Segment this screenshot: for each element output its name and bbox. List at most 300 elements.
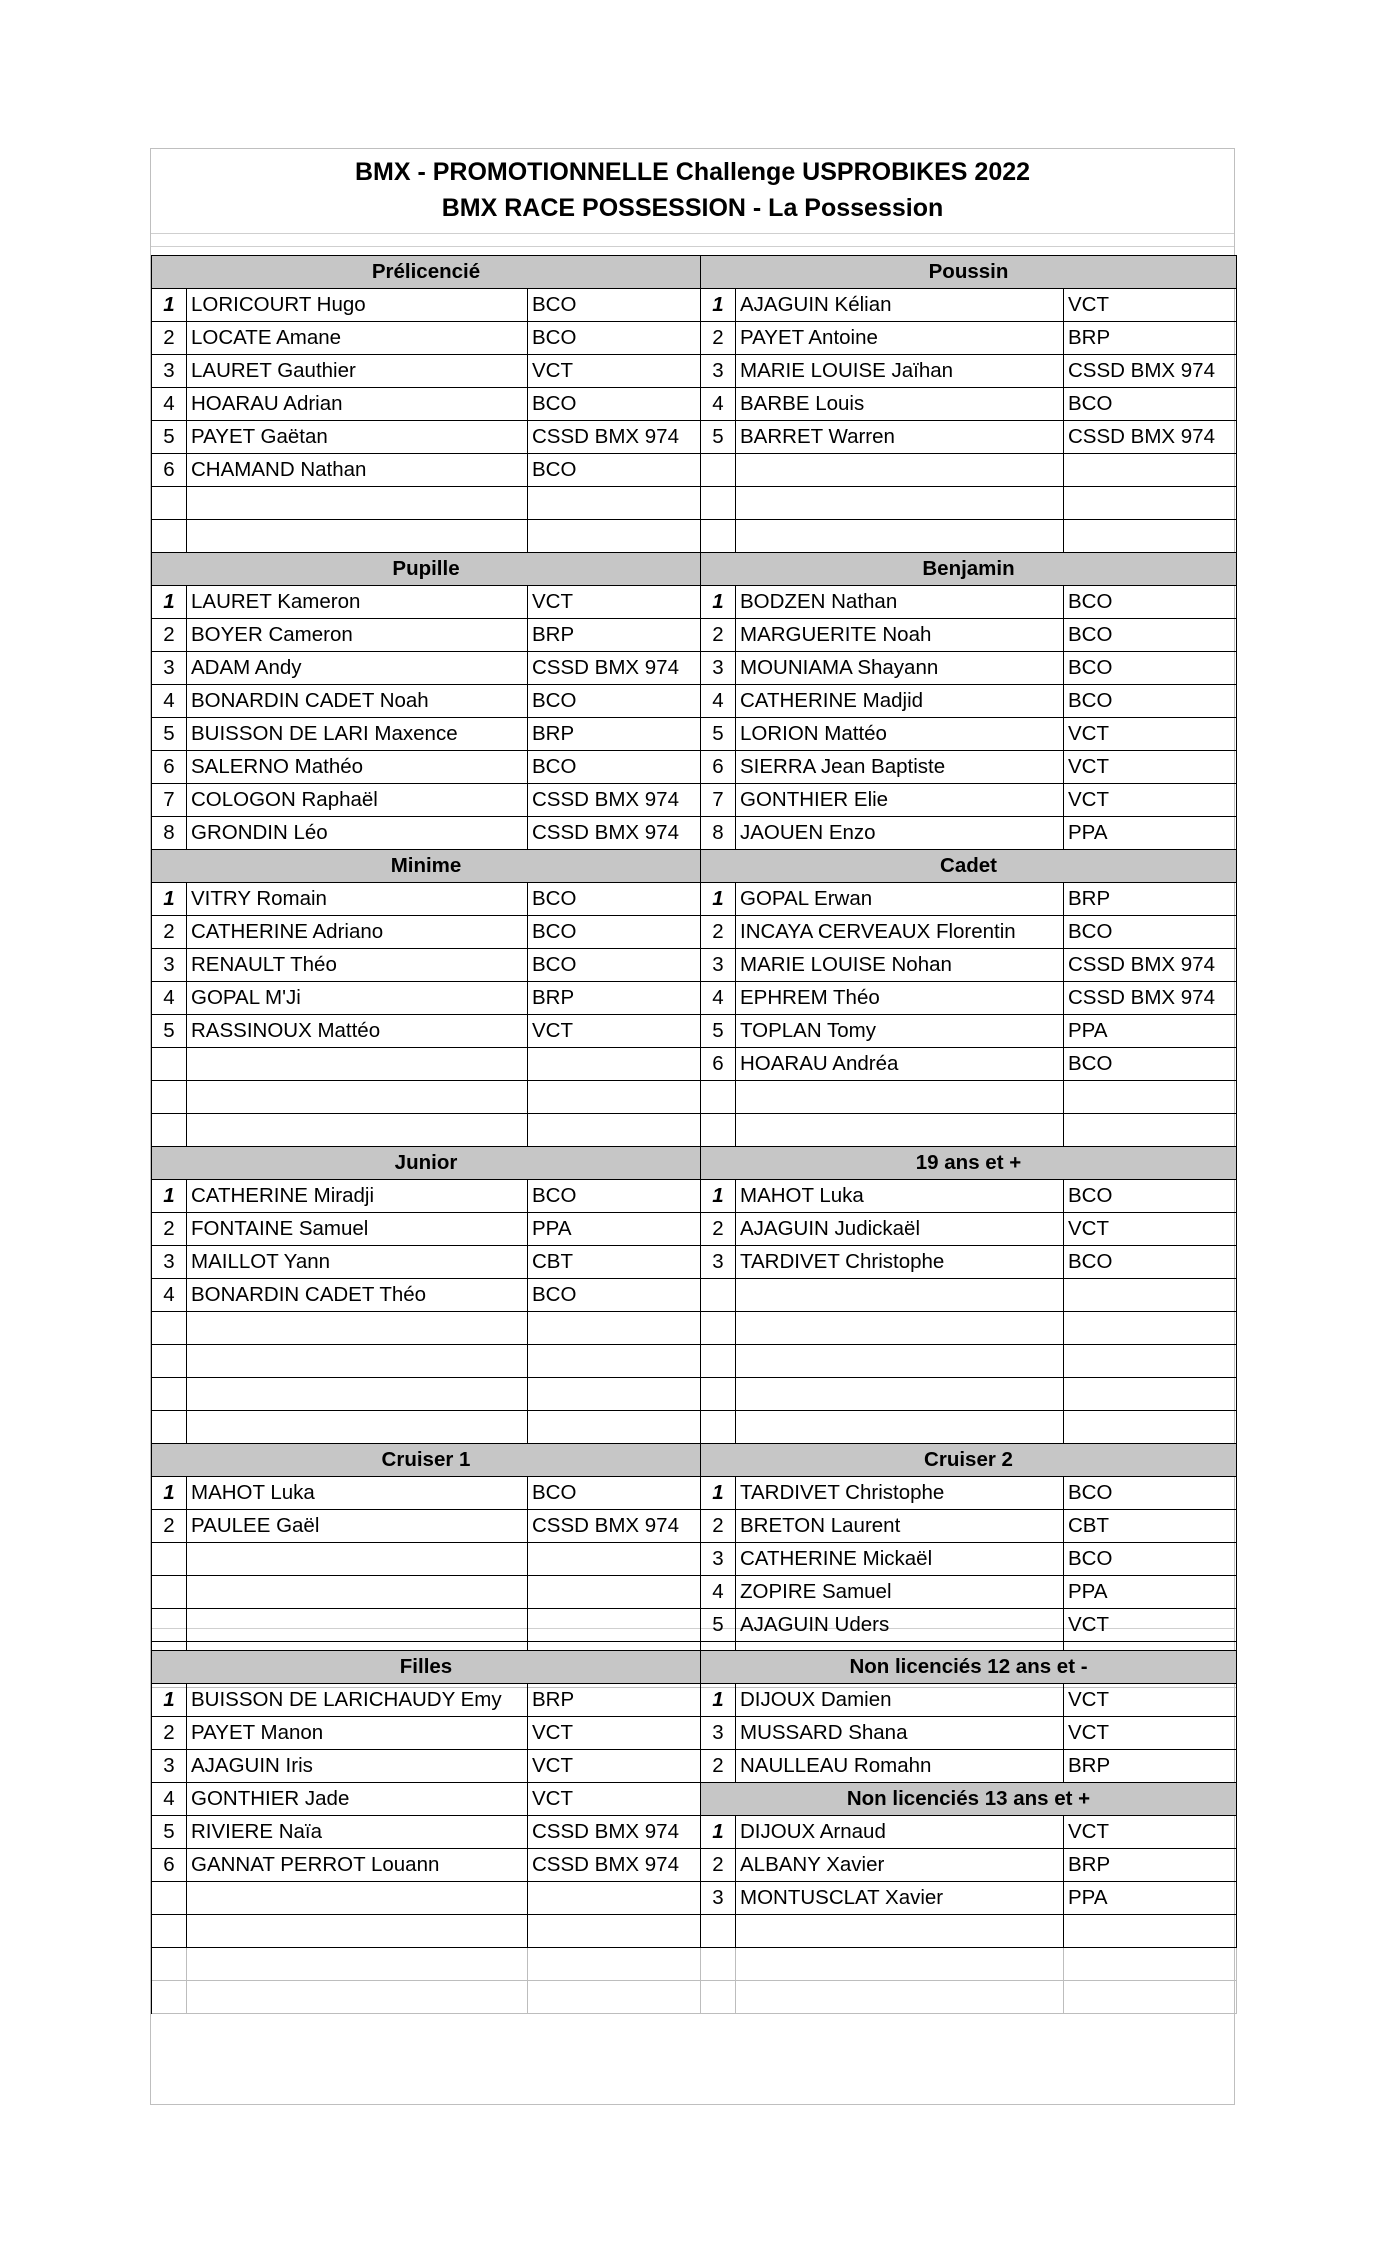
rider-name-cell	[736, 1081, 1064, 1114]
rider-name-cell: SALERNO Mathéo	[187, 751, 528, 784]
club-cell	[528, 1981, 701, 2014]
rider-name-cell: NAULLEAU Romahn	[736, 1750, 1064, 1783]
rider-name-cell: COLOGON Raphaël	[187, 784, 528, 817]
club-cell: CSSD BMX 974	[528, 817, 701, 850]
rank-cell: 2	[701, 1849, 736, 1882]
rider-name-cell	[736, 1114, 1064, 1147]
rider-name-cell: VITRY Romain	[187, 883, 528, 916]
rider-name-cell: MAHOT Luka	[736, 1180, 1064, 1213]
club-cell: BCO	[1064, 652, 1237, 685]
club-cell: BCO	[1064, 685, 1237, 718]
club-cell	[1064, 1312, 1237, 1345]
rider-name-cell: TARDIVET Christophe	[736, 1246, 1064, 1279]
rank-cell: 4	[701, 1576, 736, 1609]
club-cell	[528, 1609, 701, 1642]
rider-name-cell: INCAYA CERVEAUX Florentin	[736, 916, 1064, 949]
rider-name-cell	[187, 1114, 528, 1147]
rider-name-cell	[736, 1312, 1064, 1345]
club-cell: BCO	[528, 916, 701, 949]
club-cell: VCT	[1064, 1816, 1237, 1849]
rider-name-cell	[187, 1981, 528, 2014]
rider-name-cell	[736, 1279, 1064, 1312]
club-cell: BRP	[528, 982, 701, 1015]
rank-cell	[152, 1312, 187, 1345]
rank-cell: 8	[701, 817, 736, 850]
rank-cell: 6	[152, 454, 187, 487]
category-header: Cruiser 2	[701, 1444, 1237, 1477]
club-cell: PPA	[1064, 1576, 1237, 1609]
title-line-2: BMX RACE POSSESSION - La Possession	[441, 194, 944, 222]
rider-name-cell: BARBE Louis	[736, 388, 1064, 421]
rider-name-cell: LOCATE Amane	[187, 322, 528, 355]
rank-cell	[152, 1411, 187, 1444]
club-cell: VCT	[1064, 1717, 1237, 1750]
rider-name-cell	[736, 454, 1064, 487]
rank-cell: 2	[152, 916, 187, 949]
club-cell: BCO	[528, 883, 701, 916]
club-cell: VCT	[1064, 289, 1237, 322]
category-header: Non licenciés 13 ans et +	[701, 1783, 1237, 1816]
category-header: 19 ans et +	[701, 1147, 1237, 1180]
rank-cell	[701, 1378, 736, 1411]
rank-cell: 5	[152, 718, 187, 751]
club-cell: VCT	[528, 586, 701, 619]
rank-cell: 2	[152, 619, 187, 652]
category-header: Prélicencié	[152, 256, 701, 289]
rider-name-cell: HOARAU Andréa	[736, 1048, 1064, 1081]
rank-cell: 3	[701, 1717, 736, 1750]
rank-cell	[701, 487, 736, 520]
rank-cell: 6	[152, 1849, 187, 1882]
rider-name-cell: BUISSON DE LARI Maxence	[187, 718, 528, 751]
rank-cell	[152, 1981, 187, 2014]
club-cell: BCO	[528, 322, 701, 355]
rider-name-cell: BOYER Cameron	[187, 619, 528, 652]
rank-cell: 1	[701, 1477, 736, 1510]
club-cell: CSSD BMX 974	[528, 1510, 701, 1543]
rank-cell: 5	[701, 1609, 736, 1642]
club-cell: CSSD BMX 974	[1064, 421, 1237, 454]
club-cell: VCT	[1064, 751, 1237, 784]
rank-cell: 3	[152, 1750, 187, 1783]
rider-name-cell: ALBANY Xavier	[736, 1849, 1064, 1882]
category-header: Filles	[152, 1651, 701, 1684]
rank-cell: 6	[701, 1048, 736, 1081]
rank-cell	[152, 487, 187, 520]
rider-name-cell	[736, 1378, 1064, 1411]
rider-name-cell: GOPAL M'Ji	[187, 982, 528, 1015]
rank-cell	[701, 520, 736, 553]
rider-name-cell	[187, 1345, 528, 1378]
rank-cell: 1	[152, 883, 187, 916]
rider-name-cell: GOPAL Erwan	[736, 883, 1064, 916]
rank-cell: 5	[152, 1816, 187, 1849]
club-cell: BCO	[1064, 1180, 1237, 1213]
club-cell: VCT	[1064, 1684, 1237, 1717]
club-cell: BCO	[528, 388, 701, 421]
rider-name-cell	[736, 1948, 1064, 1981]
rank-cell: 3	[701, 652, 736, 685]
club-cell: CSSD BMX 974	[1064, 355, 1237, 388]
rank-cell	[152, 1609, 187, 1642]
rider-name-cell: LAURET Kameron	[187, 586, 528, 619]
club-cell: CSSD BMX 974	[528, 652, 701, 685]
category-header: Cadet	[701, 850, 1237, 883]
club-cell: PPA	[1064, 1015, 1237, 1048]
rider-name-cell	[736, 1981, 1064, 2014]
rank-cell: 4	[152, 982, 187, 1015]
club-cell: VCT	[1064, 784, 1237, 817]
club-cell	[1064, 1981, 1237, 2014]
rider-name-cell: LORICOURT Hugo	[187, 289, 528, 322]
rank-cell: 1	[701, 1816, 736, 1849]
club-cell	[528, 1081, 701, 1114]
rank-cell: 1	[152, 586, 187, 619]
rank-cell	[701, 1981, 736, 2014]
rank-cell: 3	[701, 1543, 736, 1576]
club-cell: CSSD BMX 974	[528, 421, 701, 454]
club-cell	[528, 1345, 701, 1378]
rider-name-cell: TARDIVET Christophe	[736, 1477, 1064, 1510]
club-cell: CSSD BMX 974	[528, 784, 701, 817]
rank-cell: 4	[152, 685, 187, 718]
club-cell: PPA	[528, 1213, 701, 1246]
club-cell: BCO	[1064, 1477, 1237, 1510]
rank-cell	[152, 1114, 187, 1147]
club-cell: VCT	[528, 1750, 701, 1783]
rank-cell	[152, 1081, 187, 1114]
rank-cell	[152, 1915, 187, 1948]
rank-cell	[152, 1882, 187, 1915]
rank-cell: 1	[152, 1180, 187, 1213]
rider-name-cell: AJAGUIN Iris	[187, 1750, 528, 1783]
results-grid-bottom	[151, 1650, 1237, 2014]
club-cell: VCT	[528, 1717, 701, 1750]
rank-cell: 2	[701, 619, 736, 652]
rank-cell: 2	[152, 322, 187, 355]
club-cell: CSSD BMX 974	[1064, 949, 1237, 982]
rank-cell	[701, 1411, 736, 1444]
rank-cell: 5	[152, 1015, 187, 1048]
rider-name-cell: MONTUSCLAT Xavier	[736, 1882, 1064, 1915]
club-cell: BCO	[1064, 586, 1237, 619]
rank-cell	[152, 520, 187, 553]
rank-cell: 3	[701, 1882, 736, 1915]
club-cell: BCO	[1064, 619, 1237, 652]
rank-cell: 2	[152, 1717, 187, 1750]
rider-name-cell	[187, 1048, 528, 1081]
club-cell: VCT	[1064, 718, 1237, 751]
rider-name-cell: CATHERINE Madjid	[736, 685, 1064, 718]
club-cell: BCO	[1064, 1543, 1237, 1576]
rank-cell	[701, 1915, 736, 1948]
club-cell	[1064, 520, 1237, 553]
rank-cell: 4	[701, 388, 736, 421]
club-cell: BCO	[1064, 1048, 1237, 1081]
rider-name-cell: RASSINOUX Mattéo	[187, 1015, 528, 1048]
rider-name-cell: ZOPIRE Samuel	[736, 1576, 1064, 1609]
rank-cell: 1	[152, 1684, 187, 1717]
rank-cell: 6	[152, 751, 187, 784]
rider-name-cell	[187, 1081, 528, 1114]
category-header: Junior	[152, 1147, 701, 1180]
rank-cell: 3	[152, 949, 187, 982]
rider-name-cell	[736, 487, 1064, 520]
rank-cell: 2	[701, 1750, 736, 1783]
results-sheet	[150, 148, 1235, 2105]
rider-name-cell: CATHERINE Adriano	[187, 916, 528, 949]
rank-cell: 1	[701, 289, 736, 322]
club-cell: BCO	[1064, 388, 1237, 421]
rider-name-cell: MARIE LOUISE Jaïhan	[736, 355, 1064, 388]
rank-cell: 2	[152, 1510, 187, 1543]
category-header: Cruiser 1	[152, 1444, 701, 1477]
rank-cell: 4	[701, 982, 736, 1015]
club-cell: CSSD BMX 974	[528, 1849, 701, 1882]
results-grid-main	[151, 255, 1237, 1688]
category-header: Poussin	[701, 256, 1237, 289]
rank-cell	[152, 1948, 187, 1981]
rider-name-cell	[187, 487, 528, 520]
rider-name-cell: GRONDIN Léo	[187, 817, 528, 850]
club-cell: BRP	[528, 619, 701, 652]
rider-name-cell: AJAGUIN Kélian	[736, 289, 1064, 322]
club-cell	[528, 520, 701, 553]
rank-cell: 5	[701, 1015, 736, 1048]
rank-cell	[701, 1081, 736, 1114]
club-cell	[1064, 1915, 1237, 1948]
rider-name-cell	[187, 520, 528, 553]
rider-name-cell	[187, 1312, 528, 1345]
rider-name-cell: AJAGUIN Judickaël	[736, 1213, 1064, 1246]
rank-cell: 5	[701, 421, 736, 454]
rider-name-cell: BRETON Laurent	[736, 1510, 1064, 1543]
club-cell	[1064, 1411, 1237, 1444]
rider-name-cell: TOPLAN Tomy	[736, 1015, 1064, 1048]
club-cell	[1064, 1378, 1237, 1411]
rider-name-cell: LAURET Gauthier	[187, 355, 528, 388]
club-cell	[1064, 1948, 1237, 1981]
rank-cell: 4	[152, 388, 187, 421]
rank-cell: 3	[152, 652, 187, 685]
club-cell	[1064, 487, 1237, 520]
rider-name-cell: RIVIERE Naïa	[187, 1816, 528, 1849]
rider-name-cell	[736, 1345, 1064, 1378]
rider-name-cell: BUISSON DE LARICHAUDY Emy	[187, 1684, 528, 1717]
category-header: Pupille	[152, 553, 701, 586]
rider-name-cell: ADAM Andy	[187, 652, 528, 685]
rider-name-cell: CHAMAND Nathan	[187, 454, 528, 487]
category-header: Minime	[152, 850, 701, 883]
club-cell: PPA	[1064, 817, 1237, 850]
club-cell	[528, 1915, 701, 1948]
club-cell: BCO	[528, 289, 701, 322]
club-cell: VCT	[528, 355, 701, 388]
rider-name-cell: FONTAINE Samuel	[187, 1213, 528, 1246]
club-cell	[1064, 1279, 1237, 1312]
rank-cell	[152, 1345, 187, 1378]
club-cell: BCO	[528, 454, 701, 487]
rider-name-cell: BARRET Warren	[736, 421, 1064, 454]
rider-name-cell: SIERRA Jean Baptiste	[736, 751, 1064, 784]
title-line-1: BMX - PROMOTIONNELLE Challenge USPROBIKES 2022	[354, 158, 1031, 186]
rider-name-cell: MUSSARD Shana	[736, 1717, 1064, 1750]
rank-cell	[152, 1543, 187, 1576]
club-cell	[528, 1576, 701, 1609]
club-cell	[1064, 454, 1237, 487]
club-cell: BRP	[1064, 1750, 1237, 1783]
rider-name-cell	[736, 520, 1064, 553]
rider-name-cell: PAYET Gaëtan	[187, 421, 528, 454]
category-header: Non licenciés 12 ans et -	[701, 1651, 1237, 1684]
rider-name-cell: DIJOUX Damien	[736, 1684, 1064, 1717]
rider-name-cell: LORION Mattéo	[736, 718, 1064, 751]
rank-cell	[701, 1948, 736, 1981]
rider-name-cell: JAOUEN Enzo	[736, 817, 1064, 850]
club-cell: BRP	[1064, 322, 1237, 355]
rank-cell	[152, 1576, 187, 1609]
club-cell	[528, 1543, 701, 1576]
club-cell	[528, 1378, 701, 1411]
rank-cell: 4	[701, 685, 736, 718]
rank-cell: 2	[701, 1213, 736, 1246]
category-header: Benjamin	[701, 553, 1237, 586]
rank-cell	[701, 1312, 736, 1345]
rank-cell	[152, 1048, 187, 1081]
rider-name-cell: PAULEE Gaël	[187, 1510, 528, 1543]
rank-cell	[701, 1279, 736, 1312]
club-cell	[528, 1411, 701, 1444]
rider-name-cell	[187, 1948, 528, 1981]
club-cell	[1064, 1081, 1237, 1114]
club-cell: VCT	[528, 1015, 701, 1048]
club-cell: VCT	[528, 1783, 701, 1816]
rank-cell	[701, 1114, 736, 1147]
rank-cell: 1	[701, 883, 736, 916]
rider-name-cell: MOUNIAMA Shayann	[736, 652, 1064, 685]
club-cell: PPA	[1064, 1882, 1237, 1915]
rank-cell: 1	[152, 1477, 187, 1510]
rider-name-cell: MARIE LOUISE Nohan	[736, 949, 1064, 982]
rank-cell: 2	[152, 1213, 187, 1246]
club-cell	[528, 1948, 701, 1981]
rider-name-cell: BODZEN Nathan	[736, 586, 1064, 619]
rank-cell: 2	[701, 1510, 736, 1543]
club-cell: BRP	[528, 1684, 701, 1717]
rider-name-cell: MAILLOT Yann	[187, 1246, 528, 1279]
club-cell: VCT	[1064, 1213, 1237, 1246]
rider-name-cell	[187, 1543, 528, 1576]
club-cell: CBT	[1064, 1510, 1237, 1543]
rank-cell: 7	[152, 784, 187, 817]
rank-cell: 3	[701, 949, 736, 982]
document-title	[151, 149, 1234, 233]
rank-cell	[152, 1378, 187, 1411]
rider-name-cell: RENAULT Théo	[187, 949, 528, 982]
rider-name-cell: MARGUERITE Noah	[736, 619, 1064, 652]
rider-name-cell: PAYET Antoine	[736, 322, 1064, 355]
club-cell: CSSD BMX 974	[1064, 982, 1237, 1015]
rider-name-cell: CATHERINE Mickaël	[736, 1543, 1064, 1576]
rank-cell: 3	[152, 355, 187, 388]
rider-name-cell	[187, 1378, 528, 1411]
rider-name-cell: BONARDIN CADET Théo	[187, 1279, 528, 1312]
rider-name-cell	[187, 1915, 528, 1948]
rider-name-cell	[187, 1882, 528, 1915]
rider-name-cell: EPHREM Théo	[736, 982, 1064, 1015]
club-cell: BCO	[528, 949, 701, 982]
rider-name-cell	[187, 1576, 528, 1609]
rank-cell: 2	[701, 916, 736, 949]
rider-name-cell	[187, 1411, 528, 1444]
rank-cell: 7	[701, 784, 736, 817]
rank-cell: 2	[701, 322, 736, 355]
club-cell: BRP	[1064, 1849, 1237, 1882]
rider-name-cell: HOARAU Adrian	[187, 388, 528, 421]
club-cell: BCO	[528, 685, 701, 718]
club-cell	[528, 1048, 701, 1081]
rank-cell	[701, 1345, 736, 1378]
club-cell	[528, 1312, 701, 1345]
club-cell: BRP	[1064, 883, 1237, 916]
rider-name-cell	[736, 1915, 1064, 1948]
rank-cell: 3	[152, 1246, 187, 1279]
rider-name-cell: CATHERINE Miradji	[187, 1180, 528, 1213]
rank-cell: 1	[152, 289, 187, 322]
rank-cell: 1	[701, 1180, 736, 1213]
club-cell: VCT	[1064, 1609, 1237, 1642]
rank-cell: 4	[152, 1279, 187, 1312]
rider-name-cell	[187, 1609, 528, 1642]
club-cell: BCO	[1064, 916, 1237, 949]
rider-name-cell: PAYET Manon	[187, 1717, 528, 1750]
rank-cell: 8	[152, 817, 187, 850]
rider-name-cell: AJAGUIN Uders	[736, 1609, 1064, 1642]
rank-cell: 3	[701, 1246, 736, 1279]
rider-name-cell: DIJOUX Arnaud	[736, 1816, 1064, 1849]
divider	[151, 246, 1234, 247]
club-cell: BCO	[528, 1180, 701, 1213]
rank-cell: 5	[152, 421, 187, 454]
rank-cell: 6	[701, 751, 736, 784]
rank-cell: 1	[701, 1684, 736, 1717]
rider-name-cell: GANNAT PERROT Louann	[187, 1849, 528, 1882]
club-cell: CBT	[528, 1246, 701, 1279]
club-cell: BCO	[1064, 1246, 1237, 1279]
rank-cell: 3	[701, 355, 736, 388]
club-cell: BCO	[528, 751, 701, 784]
club-cell: BRP	[528, 718, 701, 751]
rank-cell: 4	[152, 1783, 187, 1816]
club-cell	[528, 1114, 701, 1147]
divider	[151, 233, 1234, 234]
club-cell: BCO	[528, 1477, 701, 1510]
rank-cell	[701, 454, 736, 487]
club-cell: CSSD BMX 974	[528, 1816, 701, 1849]
rider-name-cell: GONTHIER Elie	[736, 784, 1064, 817]
club-cell	[1064, 1345, 1237, 1378]
rank-cell: 5	[701, 718, 736, 751]
club-cell: BCO	[528, 1279, 701, 1312]
rider-name-cell: BONARDIN CADET Noah	[187, 685, 528, 718]
rank-cell: 1	[701, 586, 736, 619]
club-cell	[528, 487, 701, 520]
rider-name-cell: GONTHIER Jade	[187, 1783, 528, 1816]
club-cell	[528, 1882, 701, 1915]
rider-name-cell	[736, 1411, 1064, 1444]
rider-name-cell: MAHOT Luka	[187, 1477, 528, 1510]
club-cell	[1064, 1114, 1237, 1147]
